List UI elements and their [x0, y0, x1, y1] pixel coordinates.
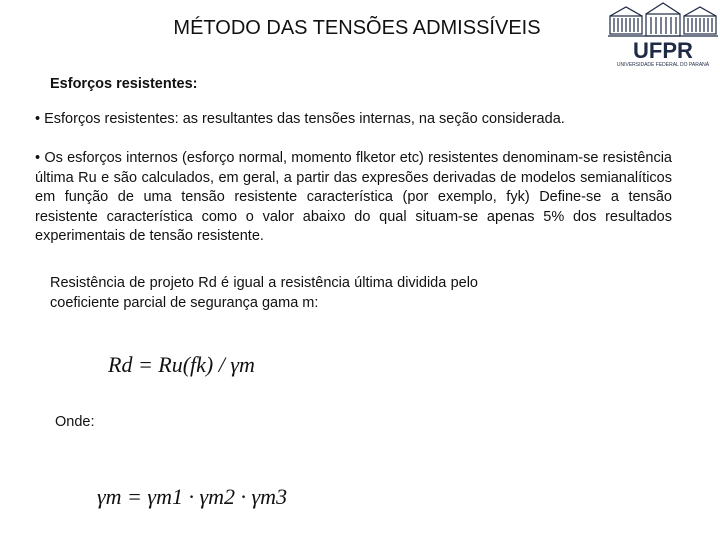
bullet-1: • Esforços resistentes: as resultantes das tensões internas, na seção considerada.	[35, 111, 565, 127]
svg-text:UNIVERSIDADE FEDERAL DO PARANÁ: UNIVERSIDADE FEDERAL DO PARANÁ	[616, 62, 710, 68]
ufpr-logo	[606, 2, 720, 68]
formula-gamma-m: γm = γm1 · γm2 · γm3	[97, 484, 288, 509]
section-heading: Esforços resistentes:	[50, 76, 198, 92]
onde-label: Onde:	[55, 414, 95, 430]
slide-title: MÉTODO DAS TENSÕES ADMISSÍVEIS	[173, 17, 541, 39]
bullet-2: • Os esforços internos (esforço normal, momento flketor etc) resistentes denominam-se resistência última Ru e são calculados, em geral, a partir das expresões derivadas de modelos semianalíticos em função de uma tensão resistente característica (por exemplo, fyk) Define-se a tensão resistente característica como o valor abaixo do qual situam-se apenas 5% dos resultados experimentais de tensão resistente.	[35, 150, 672, 244]
design-resistance-paragraph: Resistência de projeto Rd é igual a resistência última dividida pelo coeficiente parcial de segurança gama m:	[50, 275, 478, 311]
formula-rd: Rd = Ru(fk) / γm	[108, 352, 255, 377]
logo-text: UFPR	[633, 38, 693, 63]
